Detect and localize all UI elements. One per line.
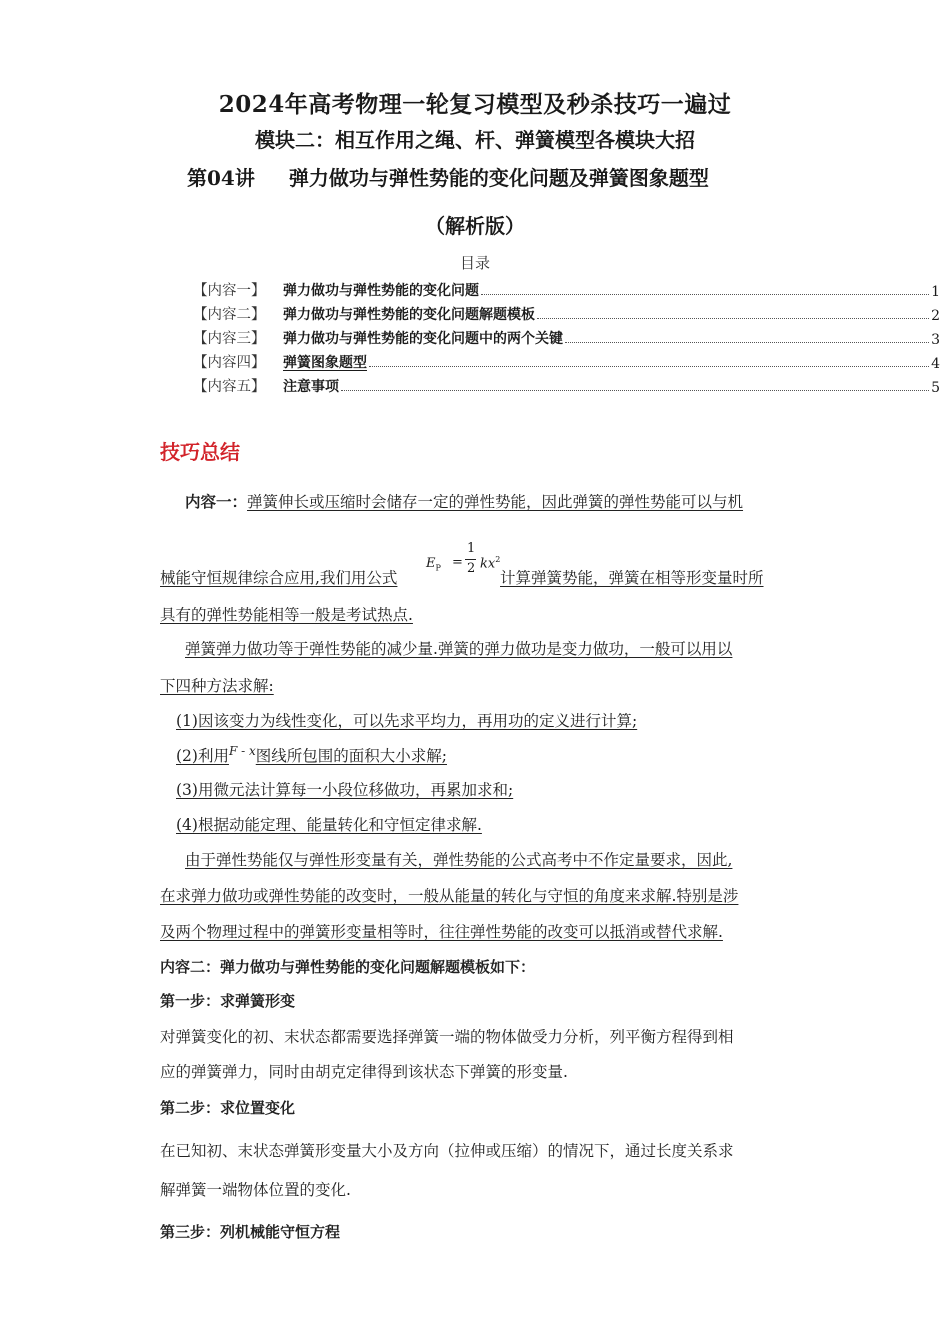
lecture-name: 弹力做功与弹性势能的变化问题及弹簧图象题型 xyxy=(288,166,709,190)
toc-entry-label: 【内容四】 xyxy=(193,355,266,371)
formula-numerator: 1 xyxy=(467,541,476,556)
method-4: (4)根据动能定理、能量转化和守恒定律求解. xyxy=(176,816,482,834)
toc-leader-dots xyxy=(369,366,929,367)
method-1: (1)因该变力为线性变化，可以先求平均力，再用功的定义进行计算; xyxy=(176,712,638,730)
step1-line-1: 对弹簧变化的初、末状态都需要选择弹簧一端的物体做受力分析，列平衡方程得到相 xyxy=(160,1028,734,1046)
toc-leader-dots xyxy=(537,318,929,319)
table-of-contents xyxy=(193,276,940,396)
content2-heading: 内容二：弹力做功与弹性势能的变化问题解题模板如下： xyxy=(160,958,536,976)
f-x-symbol: F - x xyxy=(228,744,256,758)
content1-line-2a: 械能守恒规律综合应用,我们用公式 xyxy=(160,569,398,587)
content1-para2-line2: 下四种方法求解: xyxy=(160,677,274,695)
edition-label: （解析版） xyxy=(425,214,525,238)
toc-heading: 目录 xyxy=(459,254,490,272)
toc-entry-label: 【内容五】 xyxy=(193,379,266,395)
toc-entry-label: 【内容三】 xyxy=(193,331,266,347)
toc-entry[interactable] xyxy=(193,276,940,300)
content1-text: 弹簧伸长或压缩时会储存一定的弹性势能，因此弹簧的弹性势能可以与机 xyxy=(247,493,744,511)
step1-title: 第一步：求弹簧形变 xyxy=(160,992,296,1010)
step1-line-2: 应的弹簧弹力，同时由胡克定律得到该状态下弹簧的形变量. xyxy=(160,1063,568,1081)
formula-denominator: 2 xyxy=(467,561,476,576)
content1-line-1 xyxy=(185,490,743,512)
toc-entry-text[interactable]: 弹力做功与弹性势能的变化问题中的两个关键 xyxy=(283,331,563,347)
elastic-energy-formula xyxy=(426,541,501,581)
content1-para3-line1: 由于弹性势能仅与弹性形变量有关，弹性势能的公式高考中不作定量要求，因此, xyxy=(185,851,733,869)
toc-leader-dots xyxy=(481,294,929,295)
content1-para3-line3: 及两个物理过程中的弹簧形变量相等时，往往弹性势能的改变可以抵消或替代求解. xyxy=(160,923,723,941)
formula-equals: = xyxy=(452,555,463,570)
step3-title: 第三步：列机械能守恒方程 xyxy=(160,1223,341,1241)
toc-entry[interactable] xyxy=(193,372,940,396)
section-heading: 技巧总结 xyxy=(160,440,240,464)
toc-entry[interactable] xyxy=(193,348,940,372)
formula-fraction-bar xyxy=(465,559,476,560)
content1-para3-line2: 在求弹力做功或弹性势能的改变时，一般从能量的转化与守恒的角度来求解.特别是涉 xyxy=(160,887,739,905)
step2-line-2: 解弹簧一端物体位置的变化. xyxy=(160,1181,351,1199)
toc-entry-page: 2 xyxy=(931,308,940,324)
toc-entry-label: 【内容二】 xyxy=(193,307,266,323)
toc-leader-dots xyxy=(565,342,929,343)
toc-entry-text[interactable]: 弹力做功与弹性势能的变化问题解题模板 xyxy=(283,307,535,323)
toc-entry-page: 1 xyxy=(931,284,940,300)
document-title: 2024年高考物理一轮复习模型及秒杀技巧一遍过 xyxy=(218,91,732,118)
content1-line-2b: 计算弹簧势能，弹簧在相等形变量时所 xyxy=(500,569,764,587)
lecture-number: 第04讲 xyxy=(187,166,255,190)
formula-kx: $kx^2$ xyxy=(480,555,501,572)
toc-entry[interactable] xyxy=(193,324,940,348)
toc-entry-label: 【内容一】 xyxy=(193,283,266,299)
formula-ep: $E_P$ xyxy=(426,556,441,573)
toc-entry-page: 3 xyxy=(931,332,940,348)
method-3: (3)用微元法计算每一小段位移做功，再累加求和; xyxy=(176,781,514,799)
method-2: (2)利用$^{F - x}$图线所包围的面积大小求解; xyxy=(176,744,447,765)
content1-label: 内容一： xyxy=(185,493,248,511)
content1-line-3: 具有的弹性势能相等一般是考试热点. xyxy=(160,606,413,624)
toc-entry-page: 4 xyxy=(931,356,940,372)
toc-entry-page: 5 xyxy=(931,380,940,396)
step2-title: 第二步：求位置变化 xyxy=(160,1099,296,1117)
step2-line-1: 在已知初、末状态弹簧形变量大小及方向（拉伸或压缩）的情况下，通过长度关系求 xyxy=(160,1142,734,1160)
content1-para2-line1: 弹簧弹力做功等于弹性势能的减少量.弹簧的弹力做功是变力做功，一般可以用以 xyxy=(185,640,733,658)
toc-entry[interactable] xyxy=(193,300,940,324)
toc-leader-dots xyxy=(341,390,929,391)
toc-entry-text[interactable]: 弹簧图象题型 xyxy=(283,355,367,371)
toc-entry-text[interactable]: 注意事项 xyxy=(283,379,339,395)
lecture-title xyxy=(187,162,709,191)
module-subtitle: 模块二：相互作用之绳、杆、弹簧模型各模块大招 xyxy=(255,128,695,152)
toc-entry-text[interactable]: 弹力做功与弹性势能的变化问题 xyxy=(283,283,479,299)
